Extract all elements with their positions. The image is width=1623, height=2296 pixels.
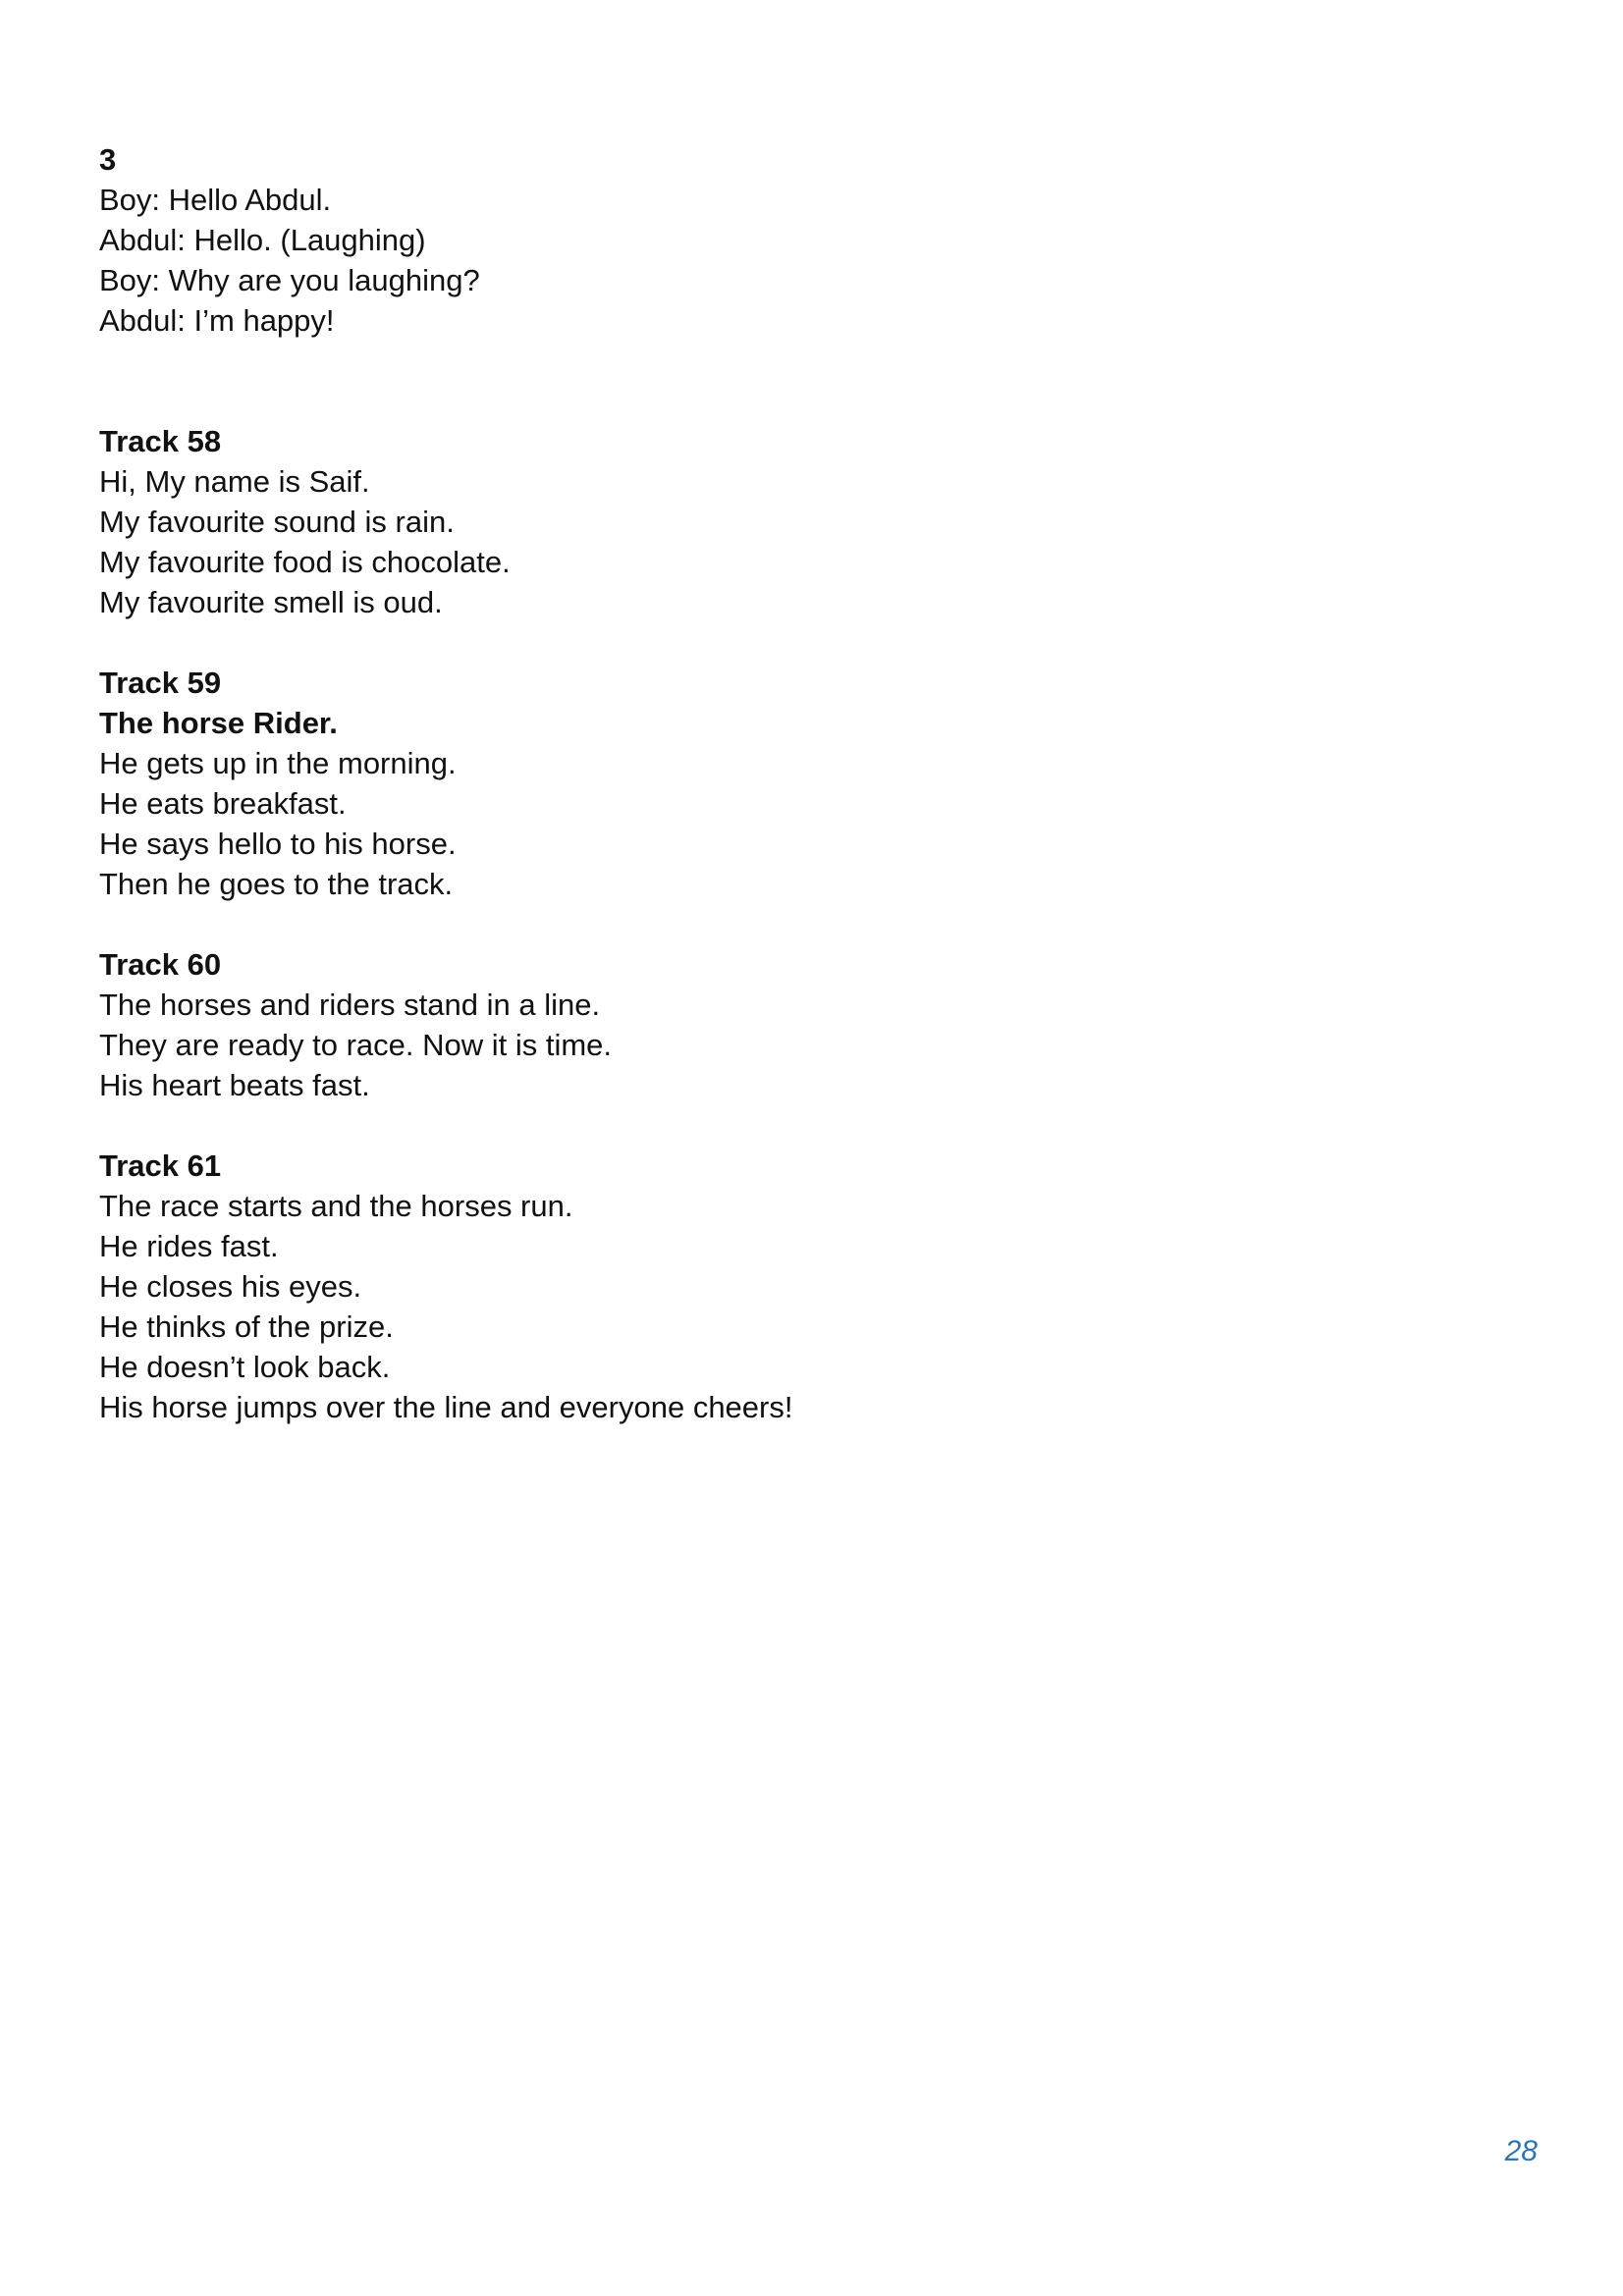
dialogue-line: Abdul: Hello. (Laughing): [99, 223, 426, 257]
section-heading: Track 59: [99, 666, 222, 700]
section-track-61: [99, 1146, 1376, 1427]
text-line: He gets up in the morning.: [99, 746, 457, 780]
section-heading: Track 61: [99, 1148, 222, 1183]
section-spacer: [99, 1105, 1376, 1146]
section-spacer: [99, 341, 1376, 421]
text-line: Then he goes to the track.: [99, 867, 454, 901]
section-spacer: [99, 904, 1376, 944]
section-track-58: [99, 421, 1376, 622]
text-line: He thinks of the prize.: [99, 1309, 394, 1344]
dialogue-line: Boy: Hello Abdul.: [99, 183, 332, 217]
text-line: The race starts and the horses run.: [99, 1189, 573, 1223]
dialogue-line: Abdul: I’m happy!: [99, 303, 335, 338]
section-heading: 3: [99, 142, 117, 177]
text-line: The horses and riders stand in a line.: [99, 988, 601, 1022]
text-line: He eats breakfast.: [99, 786, 347, 821]
text-line: His heart beats fast.: [99, 1068, 370, 1102]
dialogue-line: Boy: Why are you laughing?: [99, 263, 480, 297]
text-line: He doesn’t look back.: [99, 1350, 391, 1384]
text-line: My favourite food is chocolate.: [99, 545, 511, 579]
section-track-59: [99, 663, 1376, 904]
text-line: He closes his eyes.: [99, 1269, 362, 1304]
transcript-content: [99, 139, 1376, 1427]
section-subheading: The horse Rider.: [99, 706, 338, 740]
text-line: They are ready to race. Now it is time.: [99, 1028, 613, 1062]
section-spacer: [99, 622, 1376, 663]
page-number: 28: [1504, 2135, 1538, 2167]
text-line: His horse jumps over the line and everyone cheers!: [99, 1390, 793, 1424]
section-heading: Track 58: [99, 424, 222, 458]
section-3: [99, 139, 1376, 341]
text-line: Hi, My name is Saif.: [99, 464, 370, 499]
text-line: My favourite sound is rain.: [99, 505, 455, 539]
text-line: He says hello to his horse.: [99, 827, 457, 861]
text-line: He rides fast.: [99, 1229, 279, 1263]
section-track-60: [99, 944, 1376, 1105]
text-line: My favourite smell is oud.: [99, 585, 443, 619]
section-heading: Track 60: [99, 947, 222, 982]
